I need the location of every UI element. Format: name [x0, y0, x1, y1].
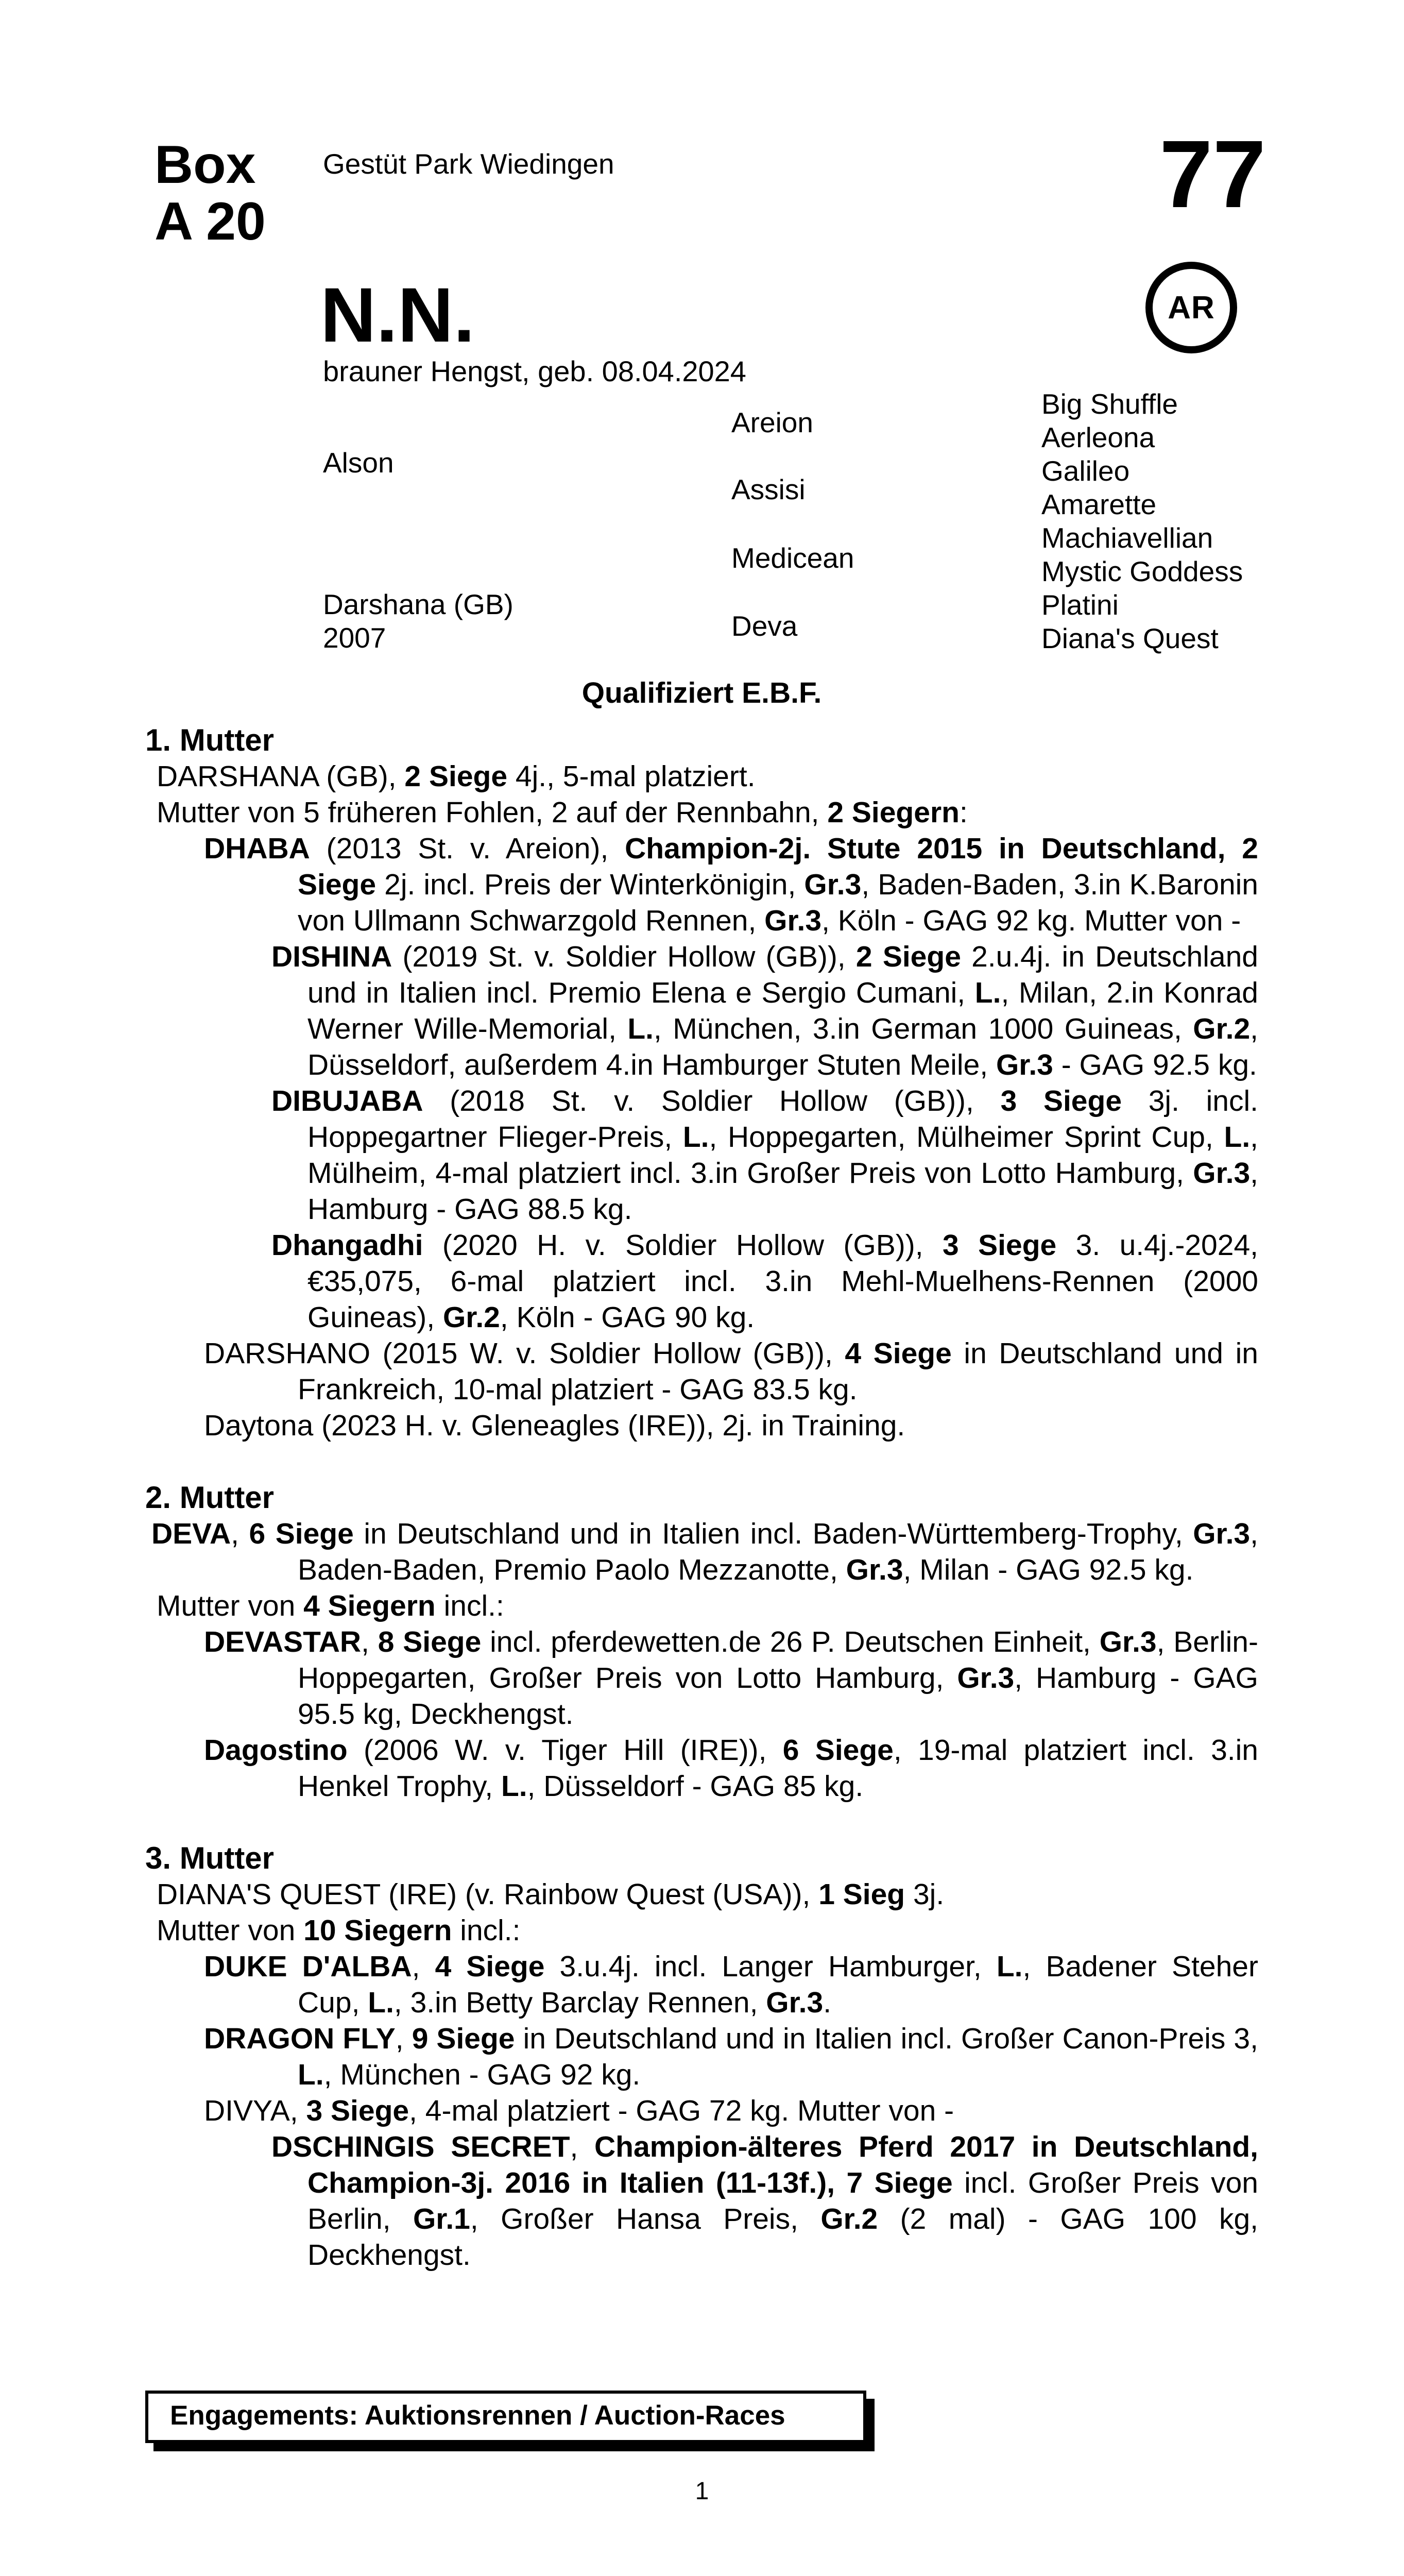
- box-label: Box: [155, 135, 256, 195]
- mutter-section: [145, 1480, 1258, 1804]
- pedigree-sire-dam: Assisi: [731, 473, 806, 505]
- engagements-label: Engagements: Auktionsrennen / Auction-Races: [170, 2400, 785, 2431]
- section-heading: 1. Mutter: [145, 723, 275, 757]
- mutter-sections: [145, 722, 1258, 2309]
- mare-deva: DEVA, 6 Siege in Deutschland und in Italien incl. Baden-Württemberg-Trophy, Gr.3, Baden-Baden, Premio Paolo Mezzanotte, Gr.3, Milan - GAG 92.5 kg.: [151, 1517, 1258, 1586]
- pedigree-gen3-name: Platini: [1041, 589, 1119, 621]
- pedigree-sire-sire: Areion: [731, 406, 813, 438]
- qualification-note: Qualifiziert E.B.F.: [581, 676, 822, 709]
- pedigree-dam-sire: Medicean: [731, 542, 854, 574]
- ar-badge: [1145, 262, 1237, 353]
- ar-badge-label: AR: [1168, 290, 1215, 326]
- offspring-dishina: DISHINA (2019 St. v. Soldier Hollow (GB)), 2 Siege 2.u.4j. in Deutschland und in Italien incl. Premio Elena e Sergio Cumani, L., Milan, 2.in Konrad Werner Wille-Memorial, L., München, 3.in German 1000 Guineas, Gr.2, Düsseldorf, außerdem 4.in Hamburger Stuten Meile, Gr.3 - GAG 92.5 kg.: [271, 940, 1258, 1081]
- engagements-box: [145, 2391, 866, 2443]
- offspring-dhaba: DHABA (2013 St. v. Areion), Champion-2j. Stute 2015 in Deutschland, 2 Siege 2j. incl. Preis der Winterkönigin, Gr.3, Baden-Baden, 3.in K.Baronin von Ullmann Schwarzgold Rennen, Gr.3, Köln - GAG 92 kg. Mutter von -: [204, 832, 1259, 937]
- produce-summary-2: Mutter von 4 Siegern incl.:: [157, 1589, 504, 1622]
- pedigree-gen3-name: Big Shuffle: [1041, 388, 1178, 420]
- mutter-section: [145, 722, 1258, 1444]
- consignor-name: Gestüt Park Wiedingen: [323, 148, 614, 180]
- offspring-dibujaba: DIBUJABA (2018 St. v. Soldier Hollow (GB)), 3 Siege 3j. incl. Hoppegartner Flieger-Preis, L., Hoppegarten, Mülheimer Sprint Cup, L., Mülheim, 4-mal platziert incl. 3.in Großer Preis von Lotto Hamburg, Gr.3, Hamburg - GAG 88.5 kg.: [271, 1084, 1258, 1226]
- page-number: 1: [695, 2478, 709, 2505]
- mutter-section: [145, 1840, 1258, 2273]
- produce-summary-1: Mutter von 5 früheren Fohlen, 2 auf der Rennbahn, 2 Siegern:: [157, 796, 968, 829]
- offspring-dagostino: Dagostino (2006 W. v. Tiger Hill (IRE)), 6 Siege, 19-mal platziert incl. 3.in Henkel Trophy, L., Düsseldorf - GAG 85 kg.: [204, 1734, 1258, 1803]
- pedigree-dam: Darshana (GB): [323, 588, 513, 620]
- mare-dianas-quest: DIANA'S QUEST (IRE) (v. Rainbow Quest (USA)), 1 Sieg 3j.: [157, 1878, 945, 1911]
- pedigree-gen3-name: Aerleona: [1041, 421, 1155, 453]
- pedigree-gen3-name: Galileo: [1041, 455, 1130, 487]
- pedigree-gen3-name: Amarette: [1041, 488, 1157, 520]
- pedigree-dam-year: 2007: [323, 622, 386, 654]
- offspring-daytona: Daytona (2023 H. v. Gleneagles (IRE)), 2j. in Training.: [204, 1409, 905, 1442]
- offspring-dragon-fly: DRAGON FLY, 9 Siege in Deutschland und in Italien incl. Großer Canon-Preis 3, L., München - GAG 92 kg.: [204, 2022, 1258, 2091]
- offspring-divya: DIVYA, 3 Siege, 4-mal platziert - GAG 72 kg. Mutter von -: [204, 2094, 954, 2127]
- horse-description: brauner Hengst, geb. 08.04.2024: [323, 355, 746, 387]
- offspring-dhangadhi: Dhangadhi (2020 H. v. Soldier Hollow (GB)), 3 Siege 3. u.4j.-2024, €35,075, 6-mal platziert incl. 3.in Mehl-Muelhens-Rennen (2000 Guineas), Gr.2, Köln - GAG 90 kg.: [271, 1229, 1258, 1334]
- pedigree-gen3-name: Diana's Quest: [1041, 622, 1219, 654]
- offspring-dschingis-secret: DSCHINGIS SECRET, Champion-älteres Pferd 2017 in Deutschland, Champion-3j. 2016 in Italien (11-13f.), 7 Siege incl. Großer Preis von Berlin, Gr.1, Großer Hansa Preis, Gr.2 (2 mal) - GAG 100 kg, Deckhengst.: [271, 2130, 1258, 2272]
- box-number: A 20: [155, 192, 266, 251]
- mare-darshana: DARSHANA (GB), 2 Siege 4j., 5-mal platziert.: [157, 760, 756, 793]
- horse-name: N.N.: [320, 272, 475, 358]
- offspring-duke-dalba: DUKE D'ALBA, 4 Siege 3.u.4j. incl. Langer Hamburger, L., Badener Steher Cup, L., 3.in Betty Barclay Rennen, Gr.3.: [204, 1950, 1258, 2019]
- section-heading: 3. Mutter: [145, 1841, 275, 1875]
- pedigree-sire: Alson: [323, 447, 394, 479]
- offspring-darshano: DARSHANO (2015 W. v. Soldier Hollow (GB)), 4 Siege in Deutschland und in Frankreich, 10-mal platziert - GAG 83.5 kg.: [204, 1337, 1258, 1406]
- pedigree-gen3-name: Mystic Goddess: [1041, 555, 1243, 587]
- offspring-devastar: DEVASTAR, 8 Siege incl. pferdewetten.de 26 P. Deutschen Einheit, Gr.3, Berlin-Hoppegarten, Großer Preis von Lotto Hamburg, Gr.3, Hamburg - GAG 95.5 kg, Deckhengst.: [204, 1625, 1258, 1731]
- pedigree-gen3-name: Machiavellian: [1041, 522, 1213, 554]
- lot-number: 77: [1159, 121, 1266, 228]
- produce-summary-3: Mutter von 10 Siegern incl.:: [157, 1914, 521, 1947]
- section-heading: 2. Mutter: [145, 1480, 275, 1515]
- pedigree-dam-dam: Deva: [731, 610, 798, 642]
- pedigree-gen3-column: [1041, 387, 1243, 655]
